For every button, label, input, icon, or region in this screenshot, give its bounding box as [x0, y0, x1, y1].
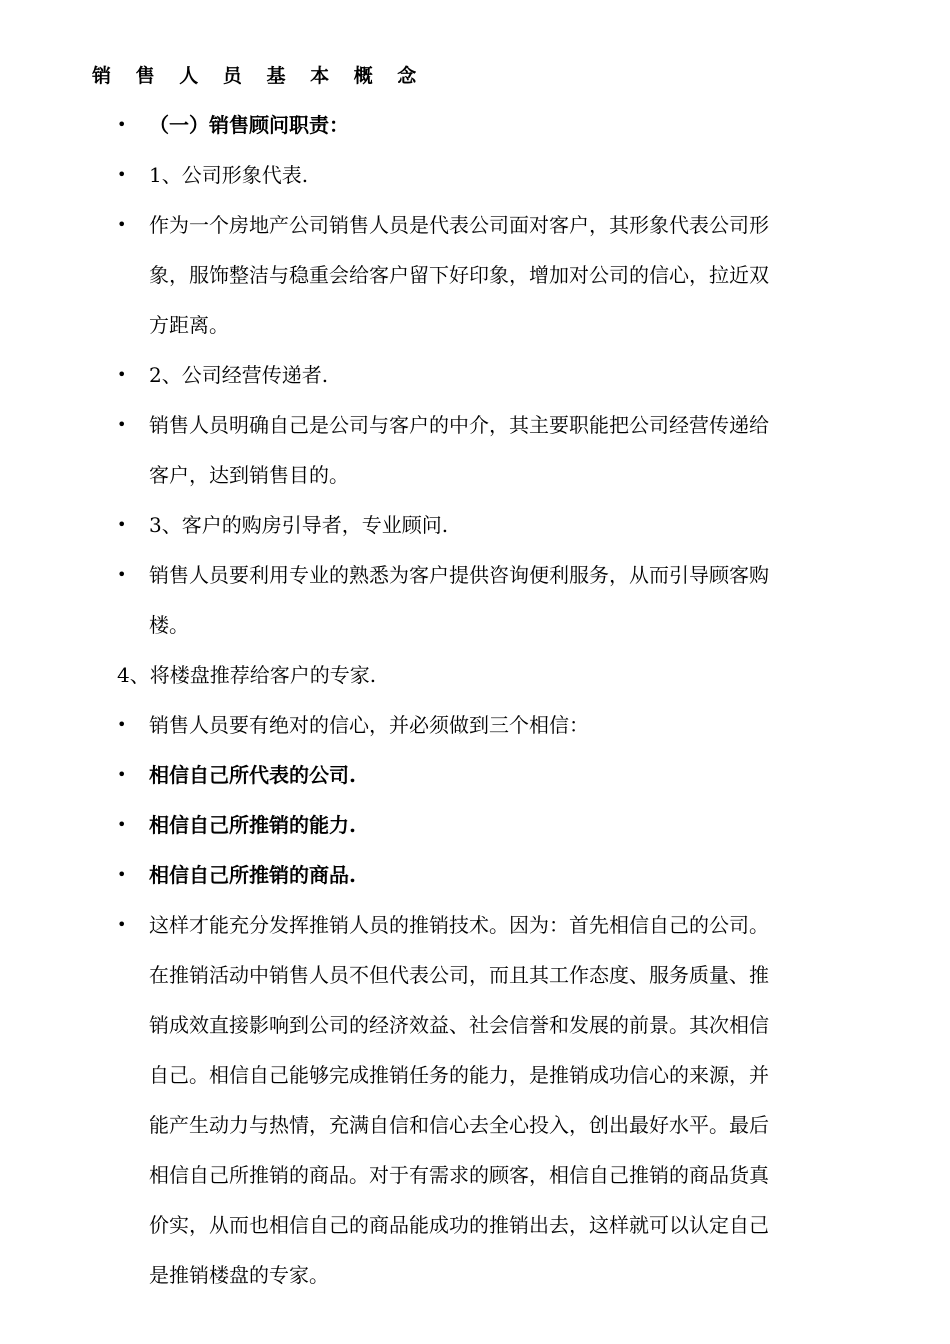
text-line: 销售人员要利用专业的熟悉为客户提供咨询便利服务，从而引导顾客购	[149, 563, 769, 587]
text-line: 相信自己所代表的公司.	[149, 763, 356, 787]
text-line: 相信自己所推销的商品。对于有需求的顾客，相信自己推销的商品货真	[149, 1163, 769, 1187]
text-line: 销售人员明确自己是公司与客户的中介，其主要职能把公司经营传递给	[149, 413, 769, 437]
paragraph-text	[149, 850, 865, 900]
text-line: 价实，从而也相信自己的商品能成功的推销出去，这样就可以认定自己	[149, 1213, 769, 1237]
text-line: 2、公司经营传递者.	[149, 363, 329, 387]
text-line: 作为一个房地产公司销售人员是代表公司面对客户，其形象代表公司形	[149, 213, 769, 237]
bullet-icon: •	[117, 115, 127, 134]
paragraph-text	[149, 900, 865, 1300]
text-line: 相信自己所推销的能力.	[149, 813, 356, 837]
paragraph-text	[149, 500, 865, 550]
bullet-icon: •	[117, 515, 127, 534]
paragraph-text	[149, 150, 865, 200]
text-line: 3、客户的购房引导者，专业顾问.	[149, 513, 449, 537]
paragraph-text	[149, 750, 865, 800]
text-line: 自己。相信自己能够完成推销任务的能力，是推销成功信心的来源，并	[149, 1063, 769, 1087]
bullet-icon: •	[117, 565, 127, 584]
bullet-icon: •	[117, 165, 127, 184]
bullet-icon: •	[117, 865, 127, 884]
paragraph-text	[149, 350, 865, 400]
text-line: 这样才能充分发挥推销人员的推销技术。因为：首先相信自己的公司。	[149, 913, 769, 937]
text-line: 象，服饰整洁与稳重会给客户留下好印象，增加对公司的信心，拉近双	[149, 263, 769, 287]
text-line: 楼。	[149, 613, 189, 637]
text-line: 能产生动力与热情，充满自信和信心去全心投入，创出最好水平。最后	[149, 1113, 769, 1137]
text-line: 1、公司形象代表.	[149, 163, 309, 187]
bullet-icon: •	[117, 415, 127, 434]
paragraph-text	[149, 550, 865, 650]
paragraph-text	[149, 200, 865, 350]
text-line: 是推销楼盘的专家。	[149, 1263, 329, 1287]
text-line: 销售人员要有绝对的信心，并必须做到三个相信：	[149, 713, 589, 737]
bullet-icon: •	[117, 765, 127, 784]
text-line: 销成效直接影响到公司的经济效益、社会信誉和发展的前景。其次相信	[149, 1013, 769, 1037]
bullet-icon: •	[117, 215, 127, 234]
bullet-icon: •	[117, 365, 127, 384]
paragraph-text	[149, 400, 865, 500]
text-line: 方距离。	[149, 313, 229, 337]
paragraph-text	[149, 700, 865, 750]
text-line: 在推销活动中销售人员不但代表公司，而且其工作态度、服务质量、推	[149, 963, 769, 987]
text-line: 4、将楼盘推荐给客户的专家.	[117, 663, 377, 687]
bullet-icon: •	[117, 915, 127, 934]
document-title: 销 售 人 员 基 本 概 念	[92, 65, 426, 87]
text-line: （一）销售顾问职责：	[149, 113, 349, 137]
bullet-icon: •	[117, 715, 127, 734]
paragraph-text	[149, 800, 865, 850]
bullet-icon: •	[117, 815, 127, 834]
paragraph-text	[149, 100, 865, 150]
text-line: 相信自己所推销的商品.	[149, 863, 356, 887]
text-line: 客户，达到销售目的。	[149, 463, 349, 487]
paragraph-text	[117, 650, 833, 700]
